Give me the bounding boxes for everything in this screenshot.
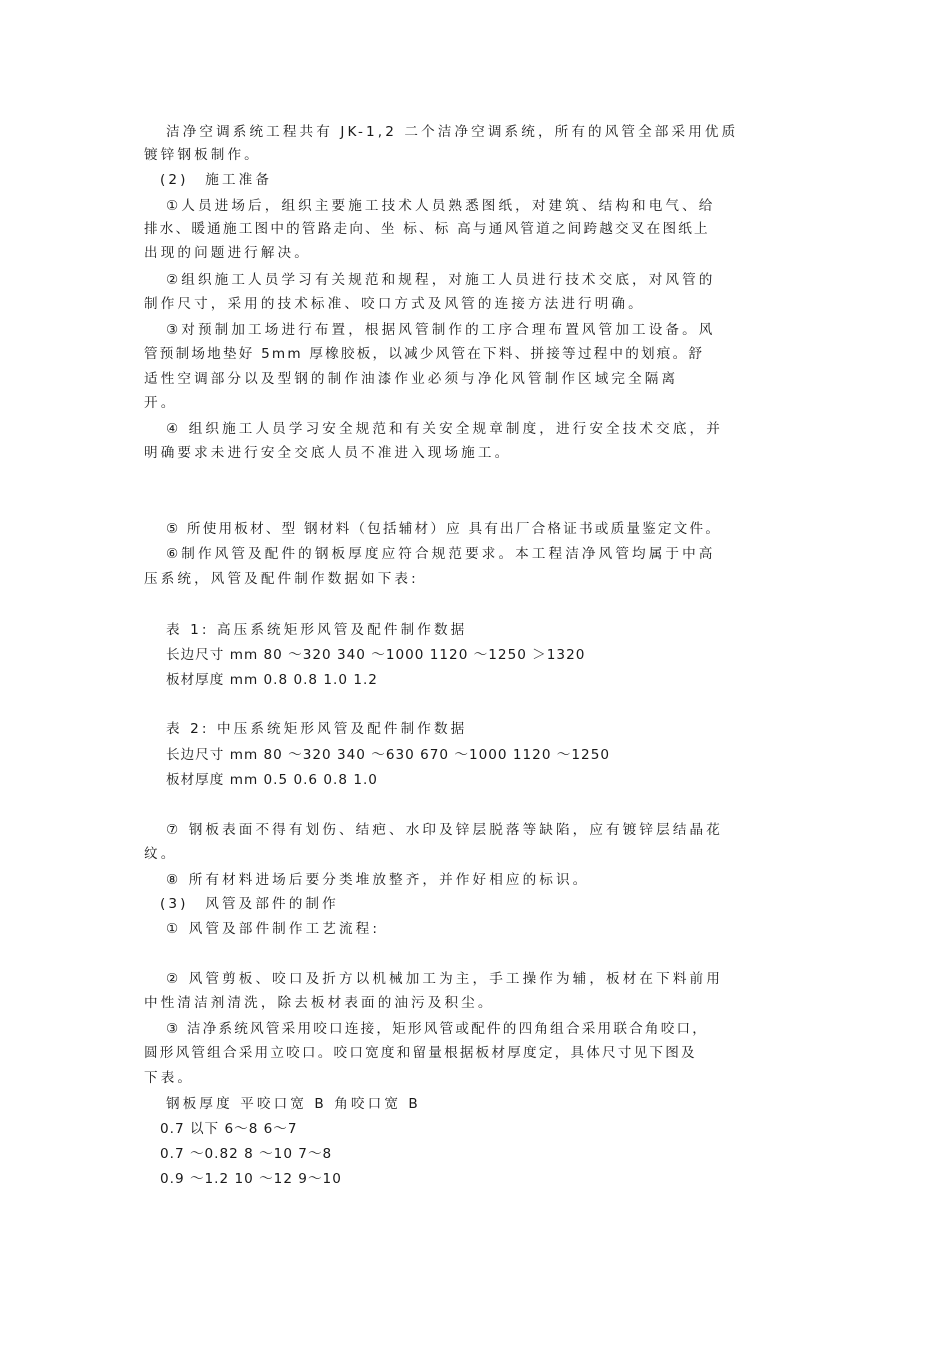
paragraph-line: 压系统，风管及配件制作数据如下表:: [144, 571, 419, 587]
paragraph-line: ①人员进场后，组织主要施工技术人员熟悉图纸，对建筑、结构和电气、给: [166, 198, 716, 214]
paragraph-line: 中性清洁剂清洗，除去板材表面的油污及积尘。: [144, 995, 495, 1011]
paragraph-line: 镀锌钢板制作。: [144, 147, 261, 163]
paragraph-line: ② 风管剪板、咬口及折方以机械加工为主，手工操作为辅，板材在下料前用: [166, 971, 723, 987]
paragraph-line: 制作尺寸，采用的技术标准、咬口方式及风管的连接方法进行明确。: [144, 296, 645, 312]
paragraph-line: 明确要求未进行安全交底人员不准进入现场施工。: [144, 445, 512, 461]
table-row: 0.7 ～0.82 8 ～10 7～8: [160, 1146, 333, 1162]
paragraph-line: 洁净空调系统工程共有 JK-1,2 二个洁净空调系统，所有的风管全部采用优质: [166, 124, 739, 140]
table-row: 长边尺寸 mm 80 ～320 340 ～1000 1120 ～1250 ＞1320: [166, 647, 586, 663]
paragraph-line: ②组织施工人员学习有关规范和规程，对施工人员进行技术交底，对风管的: [166, 272, 716, 288]
paragraph-line: 排水、暖通施工图中的管路走向、坐 标、标 高与通风管道之间跨越交叉在图纸上: [144, 221, 710, 237]
paragraph-line: ③ 洁净系统风管采用咬口连接，矩形风管或配件的四角组合采用联合角咬口，: [166, 1021, 709, 1037]
paragraph-line: 开。: [144, 395, 178, 411]
paragraph-line: ③对预制加工场进行布置，根据风管制作的工序合理布置风管加工设备。风: [166, 322, 716, 338]
table-row: 板材厚度 mm 0.5 0.6 0.8 1.0: [166, 772, 378, 788]
table-row: 长边尺寸 mm 80 ～320 340 ～630 670 ～1000 1120 ～1250: [166, 747, 610, 763]
paragraph-line: ⑧ 所有材料进场后要分类堆放整齐，并作好相应的标识。: [166, 872, 590, 888]
paragraph-line: 出现的问题进行解决。: [144, 245, 311, 261]
paragraph-line: ⑥制作风管及配件的钢板厚度应符合规范要求。本工程洁净风管均属于中高: [166, 546, 716, 562]
table-row: 板材厚度 mm 0.8 0.8 1.0 1.2: [166, 672, 378, 688]
paragraph-line: ④ 组织施工人员学习安全规范和有关安全规章制度，进行安全技术交底，并: [166, 421, 723, 437]
paragraph-line: ① 风管及部件制作工艺流程:: [166, 921, 381, 937]
section-heading: (2) 施工准备: [160, 172, 273, 188]
paragraph-line: ⑦ 钢板表面不得有划伤、结疤、水印及锌层脱落等缺陷，应有镀锌层结晶花: [166, 822, 723, 838]
table-header: 钢板厚度 平咬口宽 B 角咬口宽 B: [166, 1096, 421, 1112]
table-row: 0.9 ～1.2 10 ～12 9～10: [160, 1171, 342, 1187]
paragraph-line: 下表。: [144, 1070, 195, 1086]
paragraph-line: 适性空调部分以及型钢的制作油漆作业必须与净化风管制作区域完全隔离: [144, 371, 679, 387]
paragraph-line: 圆形风管组合采用立咬口。咬口宽度和留量根据板材厚度定，具体尺寸见下图及: [144, 1045, 697, 1061]
table-title: 表 1: 高压系统矩形风管及配件制作数据: [166, 622, 468, 638]
paragraph-line: 管预制场地垫好 5mm 厚橡胶板，以减少风管在下料、拼接等过程中的划痕。舒: [144, 346, 705, 362]
paragraph-line: 纹。: [144, 846, 178, 862]
table-title: 表 2: 中压系统矩形风管及配件制作数据: [166, 721, 468, 737]
table-row: 0.7 以下 6～8 6～7: [160, 1121, 298, 1137]
section-heading: (3) 风管及部件的制作: [160, 896, 339, 912]
paragraph-line: ⑤ 所使用板材、型 钢材料（包括辅材）应 具有出厂合格证书或质量鉴定文件。: [166, 521, 722, 537]
